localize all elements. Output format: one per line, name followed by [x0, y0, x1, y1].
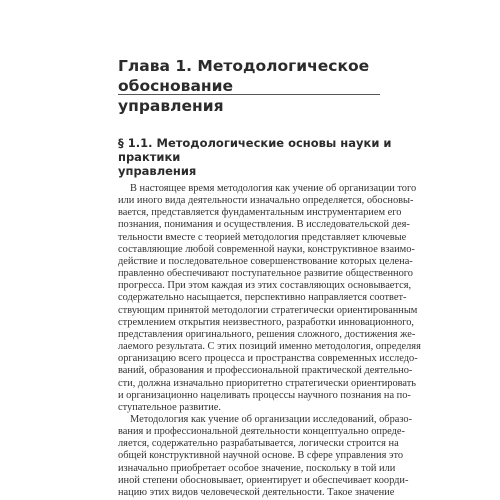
text-line: или иного вида деятельности изначально определяется, обосновы- [118, 195, 414, 207]
text-line: организацию всего процесса и пространства современных исследо- [118, 353, 418, 365]
text-line: сти, должна изначально приоритетно стратегически ориентировать [118, 377, 417, 389]
paragraph [118, 413, 413, 499]
text-line: вается, представляется фундаментальным инструментарием его [118, 207, 402, 219]
body-text [118, 183, 421, 499]
section-title-line: управления [118, 164, 197, 178]
text-line: изначально приобретает особое значение, поскольку в той или [118, 462, 396, 474]
text-line: вания и профессиональной деятельности концептуально опреде- [118, 426, 405, 438]
text-line: общей конструктивной научной основе. В сфере управления это [118, 450, 404, 462]
text-line: тельности вместе с теорией методология представляет ключевые [118, 231, 407, 243]
text-line: Методология как учение об организации исследований, образо- [130, 413, 413, 425]
text-line: стремлением открытия неизвестного, разработки инновационного, [118, 316, 415, 328]
text-line: представления оригинального, решения сложного, достижения же- [118, 328, 416, 340]
chapter-underline [118, 94, 380, 95]
text-line: ляется, содержательно разрабатывается, логически строится на [118, 438, 399, 450]
text-line: правленно обеспечивают поступательное развитие общественного [118, 268, 413, 280]
section-title-line: § 1.1. Методологические основы науки и практики [118, 136, 392, 164]
text-line: познания, понимания и осуществления. В исследовательской дея- [118, 219, 410, 231]
text-line: составляющие любой современной науки, конструктивное взаимо- [118, 243, 415, 255]
text-line: В настоящее время методология как учение об организации того [130, 183, 417, 194]
section-title [118, 136, 393, 178]
text-line: иной степени обосновывает, ориентирует и обеспечивает коорди- [118, 474, 409, 486]
text-line: прогресса. При этом каждая из этих составляющих основывается, [118, 280, 412, 292]
chapter-title [118, 56, 418, 116]
text-line: содержательно насыщается, перспективно направляется соответ- [118, 292, 407, 304]
chapter-title-line: управления [118, 97, 224, 115]
text-line: и организационно нацеливать процессы научного познания на по- [118, 389, 411, 401]
text-line: ступательное развитие. [118, 401, 221, 413]
chapter-title-line: Глава 1. Методологическое обоснование [118, 57, 370, 95]
text-line: действие и последовательное совершенствование которых целена- [118, 255, 413, 267]
text-line: ствующим принятой методологии стратегически ориентированным [118, 304, 418, 316]
text-line: нацию этих видов человеческой деятельности. Такое значение [118, 486, 395, 498]
text-line: ваний, образования и профессиональной практической деятельно- [118, 365, 413, 377]
text-line: лаемого результата. С этих позиций именно методология, определяя [118, 341, 421, 353]
paragraph [118, 183, 421, 414]
